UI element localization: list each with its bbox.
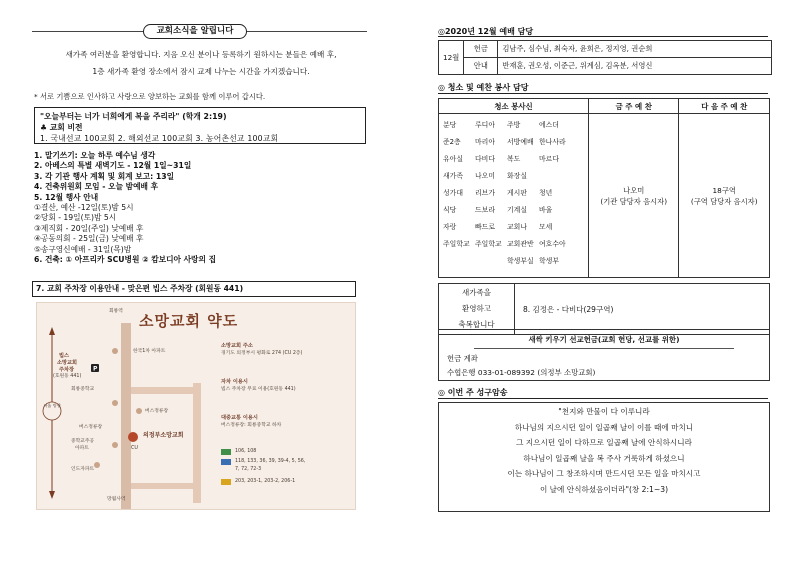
grid-item: 기계실 (507, 206, 527, 214)
main-road-vertical (121, 323, 131, 510)
grid-item: 교회나 (507, 223, 527, 231)
map-label: 망월사역 (107, 497, 126, 502)
map-label: 중학교주공 (71, 439, 95, 444)
mission-title: 새싹 키우기 선교헌금(교회 헌당, 선교를 위한) (528, 335, 680, 344)
duty-names: 김남주, 심수님, 최숙자, 윤희은, 정지영, 권순희 (498, 41, 772, 58)
grid-item: 마리아 (475, 138, 495, 146)
verse-line: 이 날에 안식하셨음이더라"(창 2:1~3) (539, 484, 669, 494)
column-header: 다 음 주 예 찬 (679, 99, 770, 114)
announcement-list (34, 151, 374, 265)
map-car-header: 자차 이용시 (221, 379, 248, 385)
announcement-item: 4. 건축위원회 모임 - 오늘 밤예배 후 (34, 182, 159, 192)
grid-item: 주일학교 (443, 240, 470, 248)
map-title: 소망교회 약도 (139, 312, 239, 330)
map-roads (37, 303, 356, 510)
column-header: 금 주 예 찬 (588, 99, 679, 114)
announcement-item: ③제직회 - 20일(주일) 낮예배 후 (34, 223, 144, 233)
grid-item (475, 254, 507, 269)
bus-stop-marker-icon (136, 408, 142, 414)
table-header-row (439, 99, 770, 114)
grid-item: 에스더 (539, 121, 559, 129)
newcomer-table (438, 283, 770, 335)
grid-item: 나오미 (475, 172, 495, 180)
next-week-group: 18구역 (712, 185, 736, 195)
bus-stop-marker-icon (112, 400, 118, 406)
grid-item: 주일학교 (475, 240, 502, 248)
weekly-quote: "오늘부터는 너가 너희에게 복을 주리라" (학개 2:19) (40, 112, 227, 121)
map-label: 빕스 (59, 353, 70, 359)
cleaning-duty-title: ◎ 청소 및 예찬 봉사 담당 (438, 83, 529, 92)
grid-item: 준2층 (443, 138, 461, 146)
duty-month: 12월 (439, 41, 464, 75)
grid-item: 마르다 (539, 155, 559, 163)
announcement-item: ⑤송구영신예배 - 31일(목)밤 (34, 244, 132, 254)
newcomer-value: 8. 김정은 - 다비다(29구역) (515, 284, 770, 335)
map-label: 버스정류장 (79, 425, 103, 430)
grid-item: 유아실 (443, 155, 463, 163)
announcement-item: 3. 각 기관 행사 계획 및 회계 보고: 13일 (34, 171, 174, 181)
grid-item: 교회관반 (507, 240, 534, 248)
column-header: 청소 봉사신 (439, 99, 589, 114)
svg-text:P: P (93, 365, 98, 373)
church-map (36, 302, 356, 510)
grid-item: 루디아 (475, 121, 495, 129)
map-bus-route: 203, 203-1, 203-2, 206-1 (235, 479, 296, 484)
bus-chip-blue (221, 459, 231, 465)
intro-text: * 서로 기쁨으로 인사하고 사랑으로 양보하는 교회를 함께 이루어 갑시다. (34, 92, 266, 101)
map-church-label: 의정부소망교회 (143, 432, 184, 439)
next-week-cell (679, 114, 770, 278)
bus-chip-green (221, 449, 231, 455)
map-label: 버스정류장 (145, 409, 169, 414)
grid-item: 화장실 (507, 172, 527, 180)
vision-box (34, 107, 366, 144)
grid-item: 한나사라 (539, 138, 566, 146)
section-divider (438, 36, 768, 37)
newcomer-label (439, 284, 515, 335)
map-bus-route: 118, 133, 36, 39, 39-4, 5, 56, (235, 459, 306, 464)
announcement-item: 5. 12월 행사 안내 (34, 192, 99, 202)
newcomer-label-line: 축복합니다 (458, 320, 495, 329)
map-address-header: 소망교회 주소 (221, 343, 253, 349)
cleaning-duty-table (438, 98, 770, 278)
map-label: 인도자파트 (71, 467, 95, 472)
table-row (439, 284, 770, 335)
this-week-note: (기관 담당자 음시자) (600, 196, 668, 206)
grid-item: 모세 (539, 223, 553, 231)
memory-verse-title: ◎ 이번 주 성구암송 (438, 388, 508, 397)
apartment-marker-icon (94, 462, 100, 468)
map-label: CU (131, 446, 138, 451)
cleaning-grid-cell (439, 114, 589, 278)
grid-item (443, 254, 475, 269)
map-label: 서울 방향 (43, 403, 61, 408)
map-car: 빕스 주차장 무료 이용(호원동 441) (221, 387, 296, 392)
map-bus-route: 7, 72, 72-3 (235, 467, 262, 472)
map-address: 경기도 의정부시 평화로 274 (CU 2층) (221, 351, 303, 356)
bottom-road (131, 483, 201, 489)
grid-item: 다비다 (475, 155, 495, 163)
grid-item: 학생부실 (507, 257, 534, 265)
grid-item (539, 169, 579, 184)
worship-duty-table (438, 40, 772, 75)
announcement-item: ④공동의회 - 25일(금) 낮예배 후 (34, 234, 144, 244)
grid-item: 학생부 (539, 257, 559, 265)
verse-line: 하나님이 일곱째 날을 복 주사 거룩하게 하셨으니 (523, 453, 685, 463)
grid-item: 분당 (443, 121, 457, 129)
map-label: 회룡역 (109, 309, 123, 314)
mission-divider (474, 348, 734, 349)
grid-item: 복도 (507, 155, 521, 163)
memory-verse-box (438, 402, 770, 512)
verse-line: 하나님의 지으시던 일이 일곱째 날이 이를 때에 마치니 (514, 422, 694, 432)
newcomer-label-line: 새가족을 (462, 288, 491, 297)
map-bus-header: 대중교통 이용시 (221, 415, 258, 421)
grid-item: 게시판 (507, 189, 527, 197)
parking-notice: 7. 교회 주차장 이용안내 - 맞은편 빕스 주차장 (회원동 441) (32, 281, 356, 297)
grid-item: 주방 (507, 121, 521, 129)
map-bus-route: 106, 108 (235, 449, 257, 454)
announcement-item: ②당회 - 19일(토)밤 5시 (34, 213, 117, 223)
grid-item: 자랑 (443, 223, 457, 231)
map-bus: 버스정류장: 회룡중학교 하차 (221, 423, 282, 428)
map-label: 소망교회 (57, 360, 78, 366)
apartment-marker-icon (112, 348, 118, 354)
map-label: 아파트 (75, 446, 89, 451)
welcome-line-2: 1층 새가족 환영 장소에서 잠시 교제 나누는 시간을 가지겠습니다. (92, 67, 310, 76)
next-week-note: (구역 담당자 음시자) (690, 196, 758, 206)
mission-offering-box (438, 329, 770, 381)
verse-line: 그 지으시던 일이 다하므로 일곱째 날에 안식하시니라 (516, 438, 692, 447)
verse-line: 이는 하나님이 그 창조하시며 만드시던 모든 일을 마치시고 (507, 469, 701, 478)
verse-line: "천지와 만물이 다 이루니라 (558, 407, 650, 416)
grid-item: 드보라 (475, 206, 495, 214)
vision-label: ♣ 교회 비전 (40, 123, 83, 132)
grid-item: 새가족 (443, 172, 463, 180)
map-label: 주차장 (59, 367, 75, 373)
arrow-up-icon (49, 327, 55, 335)
map-label: (호원동 441) (53, 374, 82, 379)
section-divider (438, 93, 768, 94)
grid-item: 식당 (443, 206, 457, 214)
side-road-horizontal (131, 387, 201, 394)
notice-title: 교회소식을 알립니다 (143, 24, 247, 39)
grid-item: 바울 (539, 206, 553, 214)
this-week-cell (588, 114, 679, 278)
duty-names: 반재훈, 권오성, 이준근, 위계심, 김옥분, 서영신 (498, 58, 772, 75)
map-label: 회룡중학교 (71, 387, 95, 392)
cleaning-grid (439, 114, 588, 273)
grid-item: 서방예배 (507, 138, 534, 146)
grid-item: 빠드로 (475, 223, 495, 231)
mission-account-label: 헌금 계좌 (447, 354, 478, 363)
table-row (439, 41, 772, 58)
mission-account-number: 수협은행 033-01-089392 (의정부 소망교회) (447, 368, 596, 377)
section-divider (438, 398, 768, 399)
worship-duty-title: ◎2020년 12월 예배 담당 (438, 27, 534, 36)
church-marker-icon (128, 432, 138, 442)
arrow-down-icon (49, 491, 55, 499)
table-row (439, 114, 770, 278)
newcomer-label-line: 환영하고 (462, 304, 491, 313)
grid-item: 청년 (539, 189, 553, 197)
announcement-item: 1. 말기쓰기: 오늘 하루 예수님 생각 (34, 151, 156, 160)
announcement-item: 6. 건축: ① 아프리카 SCU병원 ② 캄보디아 사랑의 집 (34, 255, 217, 265)
table-row (439, 58, 772, 75)
grid-item: 성가대 (443, 189, 463, 197)
announcement-item: 2. 아베스의 특별 새벽기도 - 12월 1일~31일 (34, 161, 192, 171)
welcome-text (36, 46, 366, 80)
school-marker-icon (112, 442, 118, 448)
bus-chip-yellow (221, 479, 231, 485)
this-week-group: 나오미 (623, 185, 645, 195)
vision-list: 1. 국내선교 100교회 2. 해외선교 100교회 3. 농어촌선교 100교회 (40, 134, 279, 143)
announcement-item: ①결산, 예산 -12일(토)밤 5시 (34, 203, 134, 213)
map-label: 한국1차 아파트 (133, 349, 166, 354)
duty-role: 안내 (464, 58, 498, 75)
grid-item: 리브가 (475, 189, 495, 197)
grid-item: 여호수아 (539, 240, 566, 248)
welcome-line-1: 새가족 여러분을 환영합니다. 지음 오신 분이나 등록하기 원하시는 분들은 예배 후, (65, 50, 337, 59)
duty-role: 헌금 (464, 41, 498, 58)
